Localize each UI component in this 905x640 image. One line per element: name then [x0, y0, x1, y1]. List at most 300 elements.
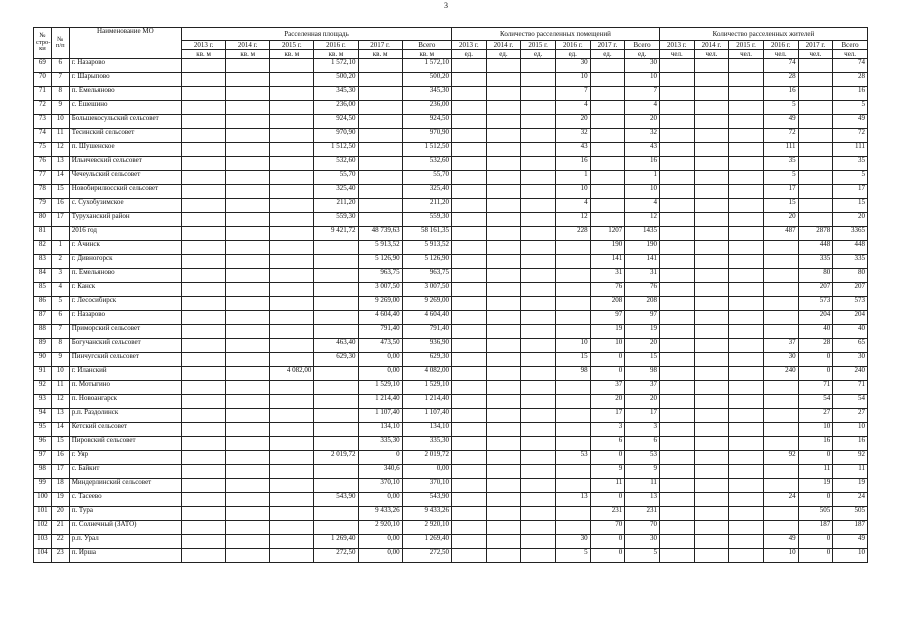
people-cell [694, 227, 729, 241]
rooms-cell [451, 423, 486, 437]
header-unit-people: чел. [729, 50, 764, 59]
area-cell: 1 572,10 [402, 59, 451, 73]
area-cell: 9 269,00 [402, 297, 451, 311]
rooms-cell [521, 521, 556, 535]
rooms-cell: 9 [590, 465, 625, 479]
rooms-cell [451, 171, 486, 185]
area-cell: 1 512,50 [314, 143, 358, 157]
people-cell: 49 [833, 535, 868, 549]
rooms-cell [555, 479, 590, 493]
people-cell: 5 [763, 171, 798, 185]
area-cell: 2 920,10 [358, 521, 402, 535]
people-cell [659, 325, 694, 339]
people-cell [659, 59, 694, 73]
mo-name-cell: 2016 год [69, 227, 181, 241]
rooms-cell [521, 353, 556, 367]
people-cell [659, 73, 694, 87]
people-cell: 24 [833, 493, 868, 507]
rooms-cell [521, 73, 556, 87]
people-cell [694, 465, 729, 479]
area-cell [270, 339, 314, 353]
pp-number-cell: 19 [51, 493, 69, 507]
people-cell [798, 87, 833, 101]
people-cell: 10 [833, 423, 868, 437]
people-cell: 10 [833, 549, 868, 563]
people-cell: 487 [763, 227, 798, 241]
header-rooms-group: Количество расселенных помещений [451, 28, 659, 41]
people-cell: 71 [833, 381, 868, 395]
rooms-cell [451, 367, 486, 381]
area-cell: 543,90 [314, 493, 358, 507]
mo-name-cell: Богучанский сельсовет [69, 339, 181, 353]
pp-number-cell: 11 [51, 381, 69, 395]
people-cell [694, 381, 729, 395]
people-cell [694, 437, 729, 451]
area-cell: 55,70 [402, 171, 451, 185]
rooms-cell: 141 [625, 255, 660, 269]
mo-name-cell: Туруханский район [69, 213, 181, 227]
people-cell: 54 [833, 395, 868, 409]
area-cell [226, 241, 270, 255]
people-cell [694, 101, 729, 115]
area-cell: 325,40 [402, 185, 451, 199]
people-cell: 49 [763, 115, 798, 129]
rooms-cell [521, 479, 556, 493]
area-cell: 532,60 [314, 157, 358, 171]
people-cell [729, 241, 764, 255]
rooms-cell: 1 [555, 171, 590, 185]
row-number-cell: 74 [34, 129, 52, 143]
rooms-cell [451, 269, 486, 283]
people-cell [694, 87, 729, 101]
area-cell [182, 381, 226, 395]
rooms-cell: 19 [625, 325, 660, 339]
area-cell [270, 409, 314, 423]
header-mo-name: Наименование МО [69, 28, 181, 59]
header-year-people: 2017 г. [798, 41, 833, 50]
rooms-cell [486, 409, 521, 423]
people-cell: 20 [763, 213, 798, 227]
people-cell [694, 115, 729, 129]
rooms-cell: 6 [590, 437, 625, 451]
area-cell [226, 549, 270, 563]
people-cell [694, 507, 729, 521]
area-cell: 9 421,72 [314, 227, 358, 241]
people-cell [763, 241, 798, 255]
rooms-cell: 30 [555, 535, 590, 549]
people-cell: 240 [833, 367, 868, 381]
rooms-cell [555, 325, 590, 339]
people-cell: 37 [763, 339, 798, 353]
rooms-cell: 1435 [625, 227, 660, 241]
rooms-cell: 20 [625, 115, 660, 129]
area-cell [226, 521, 270, 535]
header-unit-area: кв. м [226, 50, 270, 59]
rooms-cell [451, 87, 486, 101]
rooms-cell: 37 [625, 381, 660, 395]
area-cell [270, 73, 314, 87]
rooms-cell [451, 339, 486, 353]
rooms-cell [521, 507, 556, 521]
row-number-cell: 79 [34, 199, 52, 213]
header-unit-people: чел. [833, 50, 868, 59]
rooms-cell: 3 [590, 423, 625, 437]
rooms-cell: 4 [625, 101, 660, 115]
area-cell [226, 479, 270, 493]
mo-name-cell: п. Ирша [69, 549, 181, 563]
row-number-cell: 81 [34, 227, 52, 241]
table-row [34, 199, 868, 213]
area-cell [270, 255, 314, 269]
rooms-cell [555, 381, 590, 395]
rooms-cell [521, 227, 556, 241]
table-row [34, 185, 868, 199]
rooms-cell [486, 171, 521, 185]
rooms-cell [521, 213, 556, 227]
area-cell [226, 381, 270, 395]
people-cell: 573 [833, 297, 868, 311]
row-number-cell: 97 [34, 451, 52, 465]
rooms-cell: 3 [625, 423, 660, 437]
rooms-cell [486, 311, 521, 325]
rooms-cell [521, 101, 556, 115]
area-cell [182, 73, 226, 87]
rooms-cell [555, 507, 590, 521]
people-cell [694, 143, 729, 157]
rooms-cell [486, 353, 521, 367]
header-year-area: 2017 г. [358, 41, 402, 50]
area-cell [182, 367, 226, 381]
people-cell: 207 [833, 283, 868, 297]
pp-number-cell: 14 [51, 171, 69, 185]
header-unit-rooms: ед. [555, 50, 590, 59]
mo-name-cell: р.п. Раздолинск [69, 409, 181, 423]
people-cell [694, 493, 729, 507]
pp-number-cell: 16 [51, 451, 69, 465]
people-cell [798, 157, 833, 171]
table-row [34, 381, 868, 395]
people-cell: 448 [833, 241, 868, 255]
mo-name-cell: с. Байкит [69, 465, 181, 479]
rooms-cell [486, 157, 521, 171]
row-number-cell: 102 [34, 521, 52, 535]
mo-name-cell: г. Дивногорск [69, 255, 181, 269]
area-cell: 791,40 [358, 325, 402, 339]
header-unit-area: кв. м [182, 50, 226, 59]
area-cell [182, 241, 226, 255]
table-row [34, 493, 868, 507]
header-unit-rooms: ед. [521, 50, 556, 59]
people-cell [659, 213, 694, 227]
area-cell [270, 143, 314, 157]
people-cell [798, 171, 833, 185]
area-cell [270, 479, 314, 493]
people-cell: 80 [798, 269, 833, 283]
people-cell: 111 [833, 143, 868, 157]
people-cell [694, 129, 729, 143]
rooms-cell: 20 [625, 395, 660, 409]
area-cell [270, 395, 314, 409]
mo-name-cell: п. Солнечный (ЗАТО) [69, 521, 181, 535]
row-number-cell: 91 [34, 367, 52, 381]
people-cell [763, 395, 798, 409]
area-cell [182, 339, 226, 353]
area-cell: 1 214,40 [358, 395, 402, 409]
mo-name-cell: г. Назарово [69, 311, 181, 325]
row-number-cell: 85 [34, 283, 52, 297]
area-cell [270, 157, 314, 171]
people-cell [694, 283, 729, 297]
row-number-cell: 73 [34, 115, 52, 129]
row-number-cell: 94 [34, 409, 52, 423]
row-number-cell: 101 [34, 507, 52, 521]
rooms-cell [451, 59, 486, 73]
area-cell [226, 423, 270, 437]
people-cell: 0 [798, 367, 833, 381]
rooms-cell [486, 549, 521, 563]
header-year-area: 2015 г. [270, 41, 314, 50]
rooms-cell [590, 171, 625, 185]
header-area-group: Расселенная площадь [182, 28, 452, 41]
area-cell: 3 007,50 [358, 283, 402, 297]
people-cell [729, 521, 764, 535]
area-cell: 5 126,90 [358, 255, 402, 269]
area-cell [358, 157, 402, 171]
area-cell: 335,30 [402, 437, 451, 451]
people-cell: 40 [798, 325, 833, 339]
people-cell [729, 535, 764, 549]
pp-number-cell: 9 [51, 101, 69, 115]
row-number-cell: 90 [34, 353, 52, 367]
rooms-cell: 1 [625, 171, 660, 185]
rooms-cell [486, 423, 521, 437]
people-cell [729, 283, 764, 297]
people-cell [659, 465, 694, 479]
area-cell [358, 129, 402, 143]
rooms-cell [555, 437, 590, 451]
people-cell [694, 297, 729, 311]
area-cell: 4 082,00 [402, 367, 451, 381]
rooms-cell [451, 507, 486, 521]
mo-name-cell: г. Иланский [69, 367, 181, 381]
people-cell [729, 199, 764, 213]
rooms-cell [451, 493, 486, 507]
rooms-cell: 20 [555, 115, 590, 129]
rooms-cell [555, 521, 590, 535]
area-cell [182, 311, 226, 325]
people-cell: 204 [798, 311, 833, 325]
table-row [34, 171, 868, 185]
rooms-cell: 0 [590, 535, 625, 549]
area-cell [358, 199, 402, 213]
area-cell [314, 409, 358, 423]
area-cell [358, 115, 402, 129]
table-row [34, 535, 868, 549]
rooms-cell [451, 199, 486, 213]
pp-number-cell: 18 [51, 479, 69, 493]
rooms-cell [590, 129, 625, 143]
area-cell [226, 353, 270, 367]
header-year-rooms: Всего [625, 41, 660, 50]
people-cell [659, 353, 694, 367]
people-cell: 35 [763, 157, 798, 171]
table-row [34, 101, 868, 115]
people-cell [694, 479, 729, 493]
people-cell: 0 [798, 535, 833, 549]
people-cell: 30 [833, 353, 868, 367]
rooms-cell: 7 [625, 87, 660, 101]
area-cell: 924,50 [314, 115, 358, 129]
rooms-cell: 30 [625, 59, 660, 73]
area-cell: 500,20 [314, 73, 358, 87]
area-cell [226, 311, 270, 325]
people-cell [659, 409, 694, 423]
area-cell [226, 101, 270, 115]
area-cell [226, 507, 270, 521]
rooms-cell [555, 269, 590, 283]
mo-name-cell: Миндерлинский сельсовет [69, 479, 181, 493]
rooms-cell [486, 479, 521, 493]
mo-name-cell: п. Мотыгино [69, 381, 181, 395]
mo-name-cell: Чечеульский сельсовет [69, 171, 181, 185]
rooms-cell [486, 185, 521, 199]
area-cell: 0,00 [358, 367, 402, 381]
rooms-cell: 0 [590, 367, 625, 381]
area-cell: 559,30 [314, 213, 358, 227]
area-cell: 1 529,10 [358, 381, 402, 395]
area-cell [270, 381, 314, 395]
area-cell [270, 535, 314, 549]
rooms-cell [486, 507, 521, 521]
row-number-cell: 72 [34, 101, 52, 115]
rooms-cell [521, 311, 556, 325]
pp-number-cell: 20 [51, 507, 69, 521]
area-cell [226, 185, 270, 199]
people-cell [729, 59, 764, 73]
area-cell [270, 87, 314, 101]
area-cell: 272,50 [314, 549, 358, 563]
people-cell [729, 255, 764, 269]
rooms-cell [521, 269, 556, 283]
area-cell [358, 87, 402, 101]
area-cell [226, 535, 270, 549]
row-number-cell: 83 [34, 255, 52, 269]
row-number-cell: 99 [34, 479, 52, 493]
area-cell [226, 437, 270, 451]
header-unit-area: кв. м [314, 50, 358, 59]
area-cell [270, 227, 314, 241]
pp-number-cell: 15 [51, 185, 69, 199]
area-cell [182, 269, 226, 283]
people-cell: 10 [798, 423, 833, 437]
rooms-cell [521, 171, 556, 185]
pp-number-cell: 3 [51, 269, 69, 283]
people-cell: 16 [763, 87, 798, 101]
rooms-cell [590, 87, 625, 101]
area-cell [358, 59, 402, 73]
people-cell [798, 129, 833, 143]
area-cell [182, 549, 226, 563]
people-cell: 65 [833, 339, 868, 353]
area-cell: 924,50 [402, 115, 451, 129]
rooms-cell [486, 465, 521, 479]
row-number-cell: 88 [34, 325, 52, 339]
rooms-cell: 76 [590, 283, 625, 297]
area-cell [314, 381, 358, 395]
area-cell: 1 512,50 [402, 143, 451, 157]
area-cell: 370,10 [358, 479, 402, 493]
mo-name-cell: Большекосульский сельсовет [69, 115, 181, 129]
area-cell: 1 269,40 [402, 535, 451, 549]
area-cell [270, 283, 314, 297]
rooms-cell [486, 143, 521, 157]
pp-number-cell: 17 [51, 465, 69, 479]
table-row [34, 549, 868, 563]
area-cell [182, 451, 226, 465]
area-cell [182, 129, 226, 143]
rooms-cell [521, 185, 556, 199]
area-cell: 0,00 [358, 535, 402, 549]
area-cell: 0,00 [358, 493, 402, 507]
people-cell [694, 535, 729, 549]
people-cell: 74 [833, 59, 868, 73]
people-cell [729, 157, 764, 171]
row-number-cell: 98 [34, 465, 52, 479]
table-row [34, 423, 868, 437]
people-cell [659, 185, 694, 199]
rooms-cell [590, 59, 625, 73]
mo-name-cell: Тесинский сельсовет [69, 129, 181, 143]
mo-name-cell: р.п. Урал [69, 535, 181, 549]
rooms-cell [590, 101, 625, 115]
rooms-cell [451, 549, 486, 563]
area-cell [226, 157, 270, 171]
people-cell [729, 339, 764, 353]
people-cell [694, 395, 729, 409]
header-year-people: 2014 г. [694, 41, 729, 50]
people-cell [763, 479, 798, 493]
pp-number-cell: 15 [51, 437, 69, 451]
area-cell: 5 913,52 [358, 241, 402, 255]
table-row [34, 255, 868, 269]
rooms-cell: 13 [625, 493, 660, 507]
people-cell: 505 [833, 507, 868, 521]
area-cell [226, 493, 270, 507]
pp-number-cell: 6 [51, 59, 69, 73]
area-cell: 1 107,40 [402, 409, 451, 423]
people-cell [694, 171, 729, 185]
people-cell [694, 157, 729, 171]
mo-name-cell: с. Ешешино [69, 101, 181, 115]
people-cell [659, 493, 694, 507]
rooms-cell [486, 199, 521, 213]
people-cell: 2878 [798, 227, 833, 241]
header-unit-area: кв. м [402, 50, 451, 59]
rooms-cell [521, 297, 556, 311]
area-cell [270, 171, 314, 185]
rooms-cell: 37 [590, 381, 625, 395]
rooms-cell [486, 115, 521, 129]
area-cell: 0,00 [402, 465, 451, 479]
pp-number-cell: 23 [51, 549, 69, 563]
people-cell [659, 381, 694, 395]
table-row [34, 115, 868, 129]
rooms-cell [521, 409, 556, 423]
area-cell [358, 171, 402, 185]
area-cell: 532,60 [402, 157, 451, 171]
area-cell [182, 171, 226, 185]
rooms-cell [486, 129, 521, 143]
